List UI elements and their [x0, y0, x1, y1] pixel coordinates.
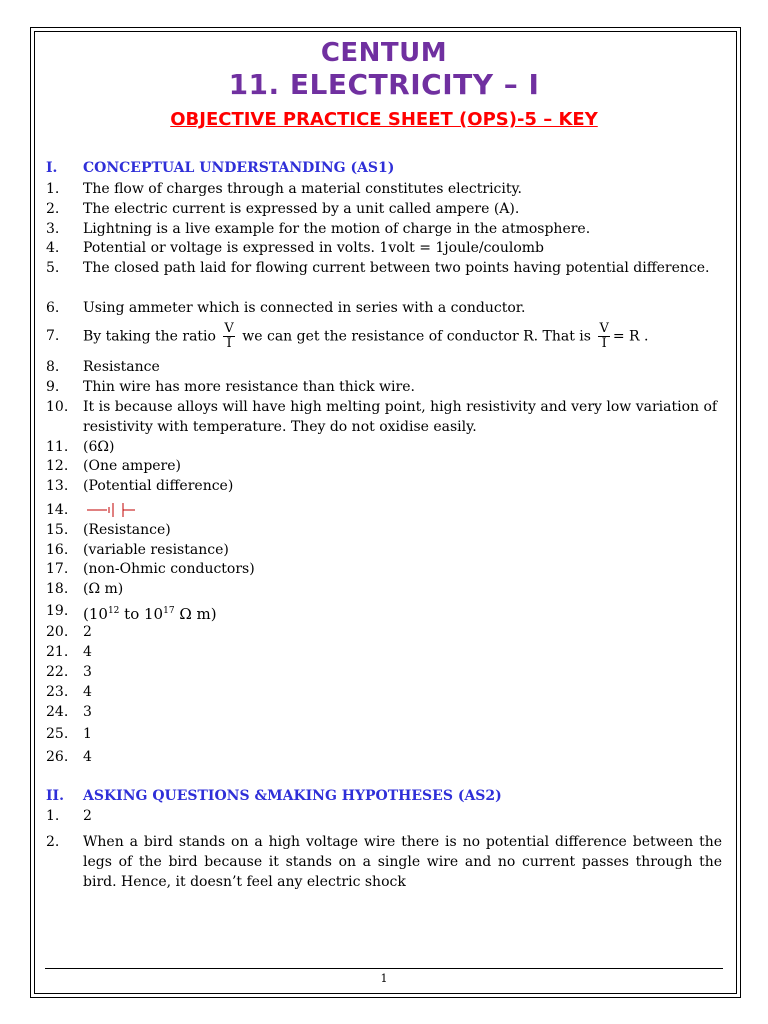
item-number: 16.	[46, 542, 69, 558]
item-number: 26.	[46, 749, 69, 765]
sheet-subtitle: OBJECTIVE PRACTICE SHEET (OPS)-5 – KEY	[170, 109, 598, 130]
item-text: (Ω m)	[83, 581, 124, 597]
section-2-heading	[46, 788, 502, 804]
item-text: 2	[83, 624, 92, 640]
item-number: 22.	[46, 664, 69, 680]
item-text: 1	[83, 726, 92, 742]
item-number: 18.	[46, 581, 69, 597]
item-text: Using ammeter which is connected in series with a conductor.	[83, 300, 526, 316]
item-text: 3	[83, 704, 92, 720]
section-2-title: ASKING QUESTIONS &MAKING HYPOTHESES (AS2)	[83, 788, 502, 804]
item-number: 23.	[46, 684, 69, 700]
item-text: 4	[83, 684, 92, 700]
item-number: 14.	[46, 502, 69, 518]
item-number: 20.	[46, 624, 69, 640]
item-number: 3.	[46, 221, 60, 237]
item-text: (One ampere)	[83, 458, 181, 474]
item-text: (Resistance)	[83, 522, 171, 538]
section-1-numeral: I.	[46, 160, 58, 176]
fraction-denominator: I	[601, 336, 607, 351]
fraction-numerator: V	[224, 321, 234, 336]
title-chapter: 11. ELECTRICITY – I	[228, 68, 540, 101]
item-text: 2	[83, 808, 92, 824]
item-text-part: to 10	[119, 605, 164, 623]
item-number: 15.	[46, 522, 69, 538]
item-number: 6.	[46, 300, 60, 316]
item-text	[83, 601, 722, 624]
fraction-denominator: I	[226, 336, 232, 351]
item-number: 7.	[46, 328, 60, 344]
section-1-heading	[46, 160, 394, 176]
title-centum: CENTUM	[320, 38, 448, 68]
item-text-part: = R .	[612, 328, 649, 345]
item-text: The electric current is expressed by a unit called ampere (A).	[83, 201, 520, 217]
item-number: 1.	[46, 808, 60, 824]
item-text: Thin wire has more resistance than thick wire.	[83, 379, 415, 395]
fraction-v-over-i	[598, 322, 609, 351]
exponent: 12	[107, 606, 120, 616]
item-text-part: we can get the resistance of conductor R. That is	[242, 328, 591, 345]
item-text: (variable resistance)	[83, 542, 229, 558]
item-number: 9.	[46, 379, 60, 395]
item-text: (Potential difference)	[83, 478, 234, 494]
item-number: 1.	[46, 181, 60, 197]
item-text: Potential or voltage is expressed in volts. 1volt = 1joule/coulomb	[83, 240, 544, 256]
item-number: 19.	[46, 603, 69, 619]
item-text-part: By taking the ratio	[83, 328, 216, 345]
item-text: When a bird stands on a high voltage wire there is no potential difference between the legs of the bird because it stands on a single wire and no current passes through the bird. Hence, it doesn’t feel any electric shock	[83, 834, 722, 890]
item-number: 8.	[46, 359, 60, 375]
item-number: 11.	[46, 439, 69, 455]
item-text: The closed path laid for flowing current between two points having potential difference.	[83, 260, 710, 276]
item-text: 4	[83, 644, 92, 660]
item-number: 17.	[46, 561, 69, 577]
item-text: (non-Ohmic conductors)	[83, 561, 255, 577]
item-number: 25.	[46, 726, 69, 742]
item-number: 10.	[46, 399, 69, 415]
item-text: 4	[83, 749, 92, 765]
item-text: It is because alloys will have high melting point, high resistivity and very low variation of resistivity with temperature. They do not oxidise easily.	[83, 399, 718, 435]
footer-divider	[45, 968, 723, 969]
item-text: Lightning is a live example for the motion of charge in the atmosphere.	[83, 221, 591, 237]
item-number: 21.	[46, 644, 69, 660]
item-number: 12.	[46, 458, 69, 474]
fraction-numerator: V	[599, 321, 609, 336]
item-number: 24.	[46, 704, 69, 720]
section-1-title: CONCEPTUAL UNDERSTANDING (AS1)	[83, 160, 395, 176]
item-number: 4.	[46, 240, 60, 256]
item-text: (6Ω)	[83, 439, 115, 455]
item-number: 2.	[46, 834, 60, 850]
item-text-part: Ω m)	[174, 605, 217, 623]
item-number: 5.	[46, 260, 60, 276]
item-number: 13.	[46, 478, 69, 494]
fraction-v-over-i	[223, 322, 234, 351]
item-text-part: (10	[83, 605, 108, 623]
item-text: Resistance	[83, 359, 160, 375]
item-text: 3	[83, 664, 92, 680]
battery-symbol-icon	[83, 502, 139, 518]
page-number: 1	[380, 972, 388, 985]
section-2-numeral: II.	[46, 788, 64, 804]
exponent: 17	[163, 606, 175, 616]
item-text	[83, 322, 722, 351]
item-number: 2.	[46, 201, 60, 217]
item-text: The flow of charges through a material constitutes electricity.	[83, 181, 523, 197]
item-text	[83, 500, 722, 520]
